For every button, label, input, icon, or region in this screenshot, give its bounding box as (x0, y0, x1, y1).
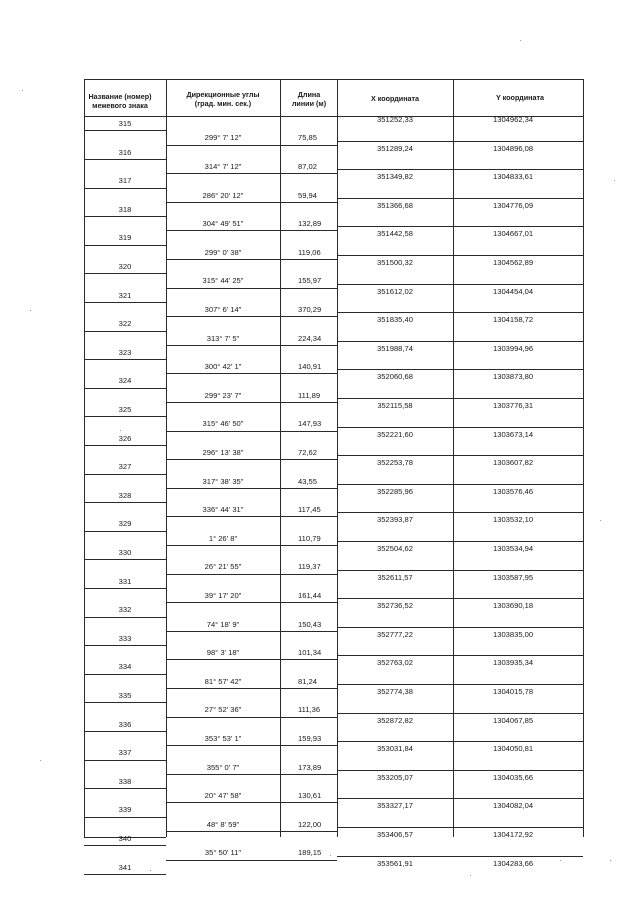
name-row-rule (84, 531, 166, 532)
header-name (84, 92, 156, 110)
scan-speck (520, 40, 521, 41)
y-coordinate: 1304667,01 (493, 229, 534, 239)
coord-row-rule (337, 856, 583, 857)
x-coordinate: 351500,32 (377, 258, 413, 267)
scan-speck (614, 180, 615, 181)
scan-speck (120, 430, 121, 431)
line-length: 111,89 (298, 390, 321, 400)
direction-angle: 48° 8' 59" (206, 819, 240, 829)
point-name: 336 (118, 719, 132, 729)
point-name: 322 (118, 319, 132, 329)
line-length: 224,34 (298, 333, 322, 343)
segment-row-rule (166, 145, 337, 146)
direction-angle: 336° 44' 31" (202, 505, 244, 515)
point-name: 334 (118, 662, 132, 672)
direction-angle: 304° 49' 51" (202, 219, 244, 229)
x-coordinate: 352285,96 (377, 486, 413, 496)
y-coordinate: 1304172,92 (493, 830, 534, 839)
segment-row-rule (166, 860, 337, 861)
y-coordinate: 1303587,95 (493, 572, 534, 582)
scan-speck (330, 855, 331, 856)
y-coordinate: 1303873,80 (493, 372, 534, 382)
line-length: 43,55 (298, 476, 318, 486)
direction-angle: 313° 7' 5" (206, 333, 240, 343)
header-angle-line1: Дирекционные углы (186, 90, 260, 99)
name-row-rule (84, 502, 166, 503)
name-row-rule (84, 302, 166, 303)
coord-row-rule (337, 141, 583, 142)
coord-row-rule (337, 627, 583, 628)
y-coordinate: 1304454,04 (493, 286, 534, 296)
coord-row-rule (337, 684, 583, 685)
coord-row-rule (337, 284, 583, 285)
line-length: 130,61 (298, 791, 322, 801)
name-row-rule (84, 559, 166, 560)
y-coordinate: 1304896,08 (493, 143, 534, 153)
coord-row-rule (337, 570, 583, 571)
x-coordinate: 351366,68 (377, 200, 413, 210)
header-name-line1: Название (номер) (88, 92, 152, 101)
line-length: 140,91 (298, 362, 322, 372)
y-coordinate: 1303532,10 (493, 515, 534, 525)
name-row-rule (84, 702, 166, 703)
coord-row-rule (337, 169, 583, 170)
point-name: 315 (118, 119, 132, 128)
segment-row-rule (166, 202, 337, 203)
coord-row-rule (337, 198, 583, 199)
point-name: 320 (118, 262, 132, 271)
table-top-rule (84, 79, 584, 80)
segment-row-rule (166, 688, 337, 689)
y-coordinate: 1304833,61 (493, 172, 534, 182)
name-row-rule (84, 331, 166, 332)
point-name: 329 (118, 519, 132, 529)
segment-row-rule (166, 774, 337, 775)
direction-angle: 74° 18' 9" (206, 619, 240, 629)
segment-row-rule (166, 459, 337, 460)
point-name: 328 (118, 490, 132, 500)
name-row-rule (84, 645, 166, 646)
header-length-line2: линии (м) (291, 99, 327, 108)
y-coordinate: 1304050,81 (493, 744, 534, 754)
name-row-rule (84, 674, 166, 675)
line-length: 189,15 (298, 848, 322, 858)
direction-angle: 300° 42' 1" (204, 362, 242, 372)
name-row-rule (84, 216, 166, 217)
x-coordinate: 352611,57 (377, 572, 413, 582)
column-rule-4 (453, 79, 454, 837)
column-rule-2 (280, 79, 281, 837)
segment-row-rule (166, 431, 337, 432)
y-coordinate: 1303935,34 (493, 658, 534, 668)
scan-speck (560, 860, 561, 861)
x-coordinate: 351289,24 (377, 143, 413, 153)
direction-angle: 307° 6' 14" (204, 304, 242, 314)
name-row-rule (84, 188, 166, 189)
segment-row-rule (166, 488, 337, 489)
coord-row-rule (337, 455, 583, 456)
coord-row-rule (337, 226, 583, 227)
coord-row-rule (337, 255, 583, 256)
segment-row-rule (166, 574, 337, 575)
scan-speck (22, 90, 23, 91)
coord-row-rule (337, 713, 583, 714)
y-coordinate: 1304015,78 (493, 687, 534, 696)
point-name: 317 (118, 176, 132, 186)
x-coordinate: 352777,22 (377, 629, 413, 639)
direction-angle: 355° 0' 7" (206, 762, 240, 772)
direction-angle: 353° 53' 1" (204, 733, 242, 743)
y-coordinate: 1303607,82 (493, 458, 534, 468)
direction-angle: 1° 26' 8" (208, 533, 238, 543)
segment-row-rule (166, 259, 337, 260)
direction-angle: 98° 3' 18" (206, 648, 240, 658)
coord-row-rule (337, 369, 583, 370)
header-name-line2: межевого знака (92, 101, 148, 110)
segment-row-rule (166, 659, 337, 660)
coord-row-rule (337, 512, 583, 513)
x-coordinate: 353327,17 (377, 801, 413, 811)
y-coordinate: 1304035,66 (493, 772, 534, 782)
point-name: 337 (118, 748, 132, 758)
point-name: 339 (118, 805, 132, 815)
name-row-rule (84, 445, 166, 446)
segment-row-rule (166, 173, 337, 174)
segment-row-rule (166, 516, 337, 517)
coord-row-rule (337, 427, 583, 428)
y-coordinate: 1303534,94 (493, 544, 534, 553)
x-coordinate: 351349,82 (377, 172, 413, 182)
direction-angle: 315° 46' 50" (202, 419, 244, 429)
header-angle-line2: (град. мин. сек.) (194, 99, 252, 108)
direction-angle: 39° 17' 20" (204, 590, 242, 600)
line-length: 173,89 (298, 762, 322, 772)
name-row-rule (84, 359, 166, 360)
line-length: 111,36 (298, 705, 321, 715)
point-name: 335 (118, 691, 132, 700)
x-coordinate: 351835,40 (377, 315, 413, 325)
line-length: 122,00 (298, 819, 322, 829)
line-length: 117,45 (298, 505, 321, 515)
direction-angle: 314° 7' 12" (204, 161, 242, 171)
name-row-rule (84, 731, 166, 732)
x-coordinate: 352115,58 (377, 401, 413, 410)
direction-angle: 299° 0' 38" (204, 247, 242, 257)
point-name: 324 (118, 376, 132, 386)
segment-row-rule (166, 402, 337, 403)
line-length: 72,62 (298, 447, 318, 457)
scan-speck (150, 870, 151, 871)
scan-speck (470, 875, 471, 876)
x-coordinate: 352774,38 (377, 687, 413, 696)
segment-row-rule (166, 373, 337, 374)
x-coordinate: 352763,02 (377, 658, 413, 668)
point-name: 331 (118, 576, 132, 586)
coord-row-rule (337, 827, 583, 828)
scan-speck (30, 310, 31, 311)
direction-angle: 317° 38' 35" (202, 476, 244, 486)
direction-angle: 286° 20' 12" (202, 190, 244, 200)
y-coordinate: 1304562,89 (493, 258, 534, 267)
direction-angle: 296° 13' 38" (202, 447, 244, 457)
line-length: 75,85 (298, 133, 318, 143)
line-length: 59,94 (298, 190, 318, 200)
line-length: 132,89 (298, 219, 322, 229)
name-row-rule (84, 245, 166, 246)
name-row-rule (84, 588, 166, 589)
x-coordinate: 353205,07 (377, 772, 413, 782)
x-coordinate: 351252,33 (377, 115, 413, 124)
header-length-line1: Длина (297, 90, 321, 99)
point-name: 332 (118, 605, 132, 615)
segment-row-rule (166, 545, 337, 546)
direction-angle: 299° 7' 12" (204, 133, 242, 143)
point-name: 341 (118, 862, 132, 872)
name-row-rule (84, 273, 166, 274)
x-coordinate: 352221,60 (377, 429, 413, 439)
name-row-rule (84, 760, 166, 761)
y-coordinate: 1303994,96 (493, 343, 534, 353)
name-row-rule (84, 159, 166, 160)
y-coordinate: 1303690,18 (493, 601, 534, 611)
name-row-rule (84, 416, 166, 417)
direction-angle: 27° 52' 36" (204, 705, 242, 715)
point-name: 316 (118, 147, 132, 157)
y-coordinate: 1303576,46 (493, 486, 534, 496)
y-coordinate: 1304067,85 (493, 715, 534, 725)
direction-angle: 20° 47' 58" (204, 791, 242, 801)
x-coordinate: 351988,74 (377, 343, 413, 353)
segment-row-rule (166, 631, 337, 632)
name-row-rule (84, 130, 166, 131)
segment-row-rule (166, 288, 337, 289)
point-name: 325 (118, 405, 132, 414)
y-coordinate: 1304158,72 (493, 315, 534, 325)
point-name: 321 (118, 290, 132, 300)
header-length (282, 90, 336, 108)
segment-row-rule (166, 602, 337, 603)
direction-angle: 35° 50' 11" (204, 848, 242, 858)
segment-row-rule (166, 802, 337, 803)
line-length: 110,79 (298, 533, 321, 543)
x-coordinate: 351612,02 (377, 286, 413, 296)
coord-row-rule (337, 770, 583, 771)
name-row-rule (84, 474, 166, 475)
line-length: 159,93 (298, 733, 322, 743)
y-coordinate: 1303776,31 (493, 401, 534, 410)
coord-row-rule (337, 541, 583, 542)
x-coordinate: 353406,57 (377, 830, 413, 839)
coord-row-rule (337, 398, 583, 399)
segment-row-rule (166, 230, 337, 231)
y-coordinate: 1304082,04 (493, 801, 534, 811)
direction-angle: 81° 57' 42" (204, 676, 242, 686)
line-length: 101,34 (298, 648, 322, 658)
line-length: 370,29 (298, 304, 322, 314)
header-angle (168, 90, 278, 108)
point-name: 330 (118, 548, 132, 557)
column-rule-5 (583, 79, 584, 837)
header-x: X координата (370, 94, 420, 103)
segment-row-rule (166, 316, 337, 317)
point-name: 333 (118, 633, 132, 643)
line-length: 81,24 (298, 676, 318, 686)
segment-row-rule (166, 831, 337, 832)
x-coordinate: 352872,82 (377, 715, 413, 725)
segment-row-rule (166, 745, 337, 746)
direction-angle: 299° 23' 7" (204, 390, 242, 400)
x-coordinate: 352253,78 (377, 458, 413, 468)
point-name: 318 (118, 204, 132, 214)
point-name: 323 (118, 347, 132, 357)
point-name: 319 (118, 233, 132, 243)
line-length: 150,43 (298, 619, 322, 629)
line-length: 119,06 (298, 247, 321, 257)
name-row-rule (84, 845, 166, 846)
y-coordinate: 1304283,66 (493, 858, 534, 868)
x-coordinate: 352504,62 (377, 544, 413, 553)
coord-row-rule (337, 598, 583, 599)
y-coordinate: 1304962,34 (493, 115, 534, 124)
y-coordinate: 1303835,00 (493, 629, 534, 639)
name-row-rule (84, 617, 166, 618)
name-row-rule (84, 874, 166, 875)
point-name: 338 (118, 776, 132, 786)
coord-row-rule (337, 312, 583, 313)
direction-angle: 315° 44' 25" (202, 276, 244, 286)
line-length: 155,97 (298, 276, 322, 286)
x-coordinate: 353031,84 (377, 744, 413, 754)
line-length: 87,02 (298, 161, 318, 171)
y-coordinate: 1304776,09 (493, 200, 534, 210)
scan-speck (610, 860, 611, 861)
name-row-rule (84, 388, 166, 389)
line-length: 147,93 (298, 419, 322, 429)
x-coordinate: 352393,87 (377, 515, 413, 525)
line-length: 119,37 (298, 562, 321, 572)
line-length: 161,44 (298, 590, 322, 600)
coord-row-rule (337, 655, 583, 656)
name-row-rule (84, 817, 166, 818)
coord-row-rule (337, 741, 583, 742)
segment-row-rule (166, 717, 337, 718)
coord-row-rule (337, 341, 583, 342)
segment-row-rule (166, 345, 337, 346)
x-coordinate: 353561,91 (377, 858, 413, 868)
direction-angle: 26° 21' 55" (204, 562, 242, 572)
y-coordinate: 1303673,14 (493, 429, 534, 439)
name-row-rule (84, 788, 166, 789)
scan-speck (600, 520, 601, 521)
coord-row-rule (337, 484, 583, 485)
coord-row-rule (337, 798, 583, 799)
point-name: 340 (118, 834, 132, 843)
x-coordinate: 352736,52 (377, 601, 413, 611)
x-coordinate: 352060,68 (377, 372, 413, 382)
header-y: Y координата (496, 93, 544, 102)
point-name: 327 (118, 462, 132, 472)
x-coordinate: 351442,58 (377, 229, 413, 239)
scan-speck (40, 760, 41, 761)
point-name: 326 (118, 433, 132, 443)
